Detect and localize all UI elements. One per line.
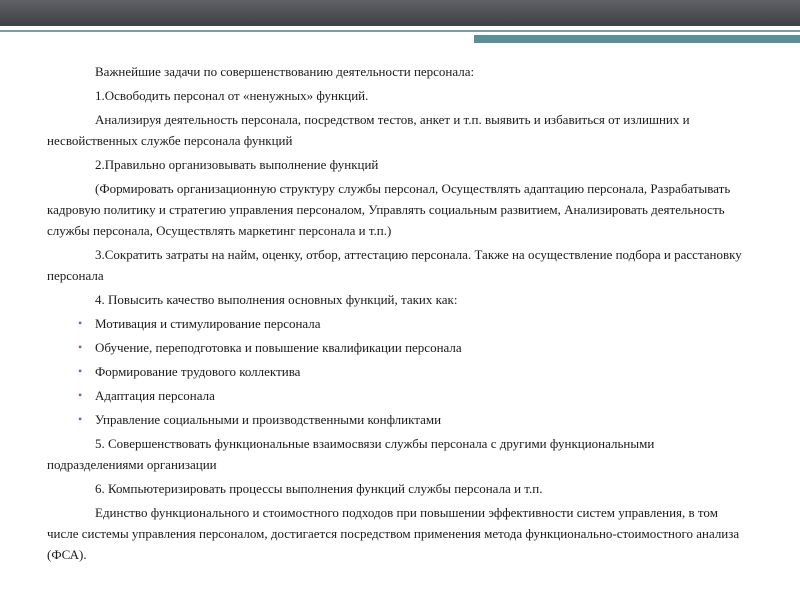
- paragraph: Единство функционального и стоимостного подходов при повышении эффективности систем управления, в том числе системы управления персоналом, достигается посредством применения метода функционально-стоимостного анализа (ФСА).: [47, 505, 740, 562]
- list-item: [47, 361, 752, 382]
- bullet-list: [47, 313, 752, 430]
- paragraph: 5. Совершенствовать функциональные взаимосвязи службы персонала с другими функциональными подразделениями организации: [47, 436, 655, 472]
- list-item-text: Обучение, переподготовка и повышение квалификации персонала: [95, 340, 462, 355]
- list-item: [47, 409, 752, 430]
- paragraph: Анализируя деятельность персонала, посредством тестов, анкет и т.п. выявить и избавиться от излишних и несвойственных службе персонала функций: [47, 112, 690, 148]
- paragraph: 4. Повысить качество выполнения основных функций, таких как:: [95, 292, 458, 307]
- bullet-icon: •: [78, 364, 83, 378]
- paragraph: 6. Компьютеризировать процессы выполнения функций службы персонала и т.п.: [95, 481, 543, 496]
- bullet-icon: •: [78, 316, 83, 330]
- list-item: [47, 313, 752, 334]
- paragraph: 3.Сократить затраты на найм, оценку, отбор, аттестацию персонала. Также на осуществление подбора и расстановку персонала: [47, 247, 742, 283]
- paragraph: 2.Правильно организовывать выполнение функций: [95, 157, 379, 172]
- list-item-text: Мотивация и стимулирование персонала: [95, 316, 321, 331]
- list-item: [47, 337, 752, 358]
- accent-bar: [474, 35, 800, 43]
- list-item-text: Управление социальными и производственными конфликтами: [95, 412, 442, 427]
- bullet-icon: •: [78, 412, 83, 426]
- bullet-icon: •: [78, 388, 83, 402]
- paragraph: (Формировать организационную структуру службы персонал, Осуществлять адаптацию персонала, Разрабатывать кадровую политику и стратегию управления персоналом, Управлять социальным развитием, Анализировать деятельность службы персонала, Осуществлять маркетинг персонала и т.п.): [47, 181, 731, 238]
- accent-line: [0, 30, 800, 32]
- header-band: [0, 0, 800, 26]
- bullet-icon: •: [78, 340, 83, 354]
- paragraph: 1.Освободить персонал от «ненужных» функций.: [95, 88, 369, 103]
- slide-content: [47, 61, 752, 568]
- list-item: [47, 385, 752, 406]
- list-item-text: Формирование трудового коллектива: [95, 364, 301, 379]
- paragraph: Важнейшие задачи по совершенствованию деятельности персонала:: [95, 64, 475, 79]
- list-item-text: Адаптация персонала: [95, 388, 215, 403]
